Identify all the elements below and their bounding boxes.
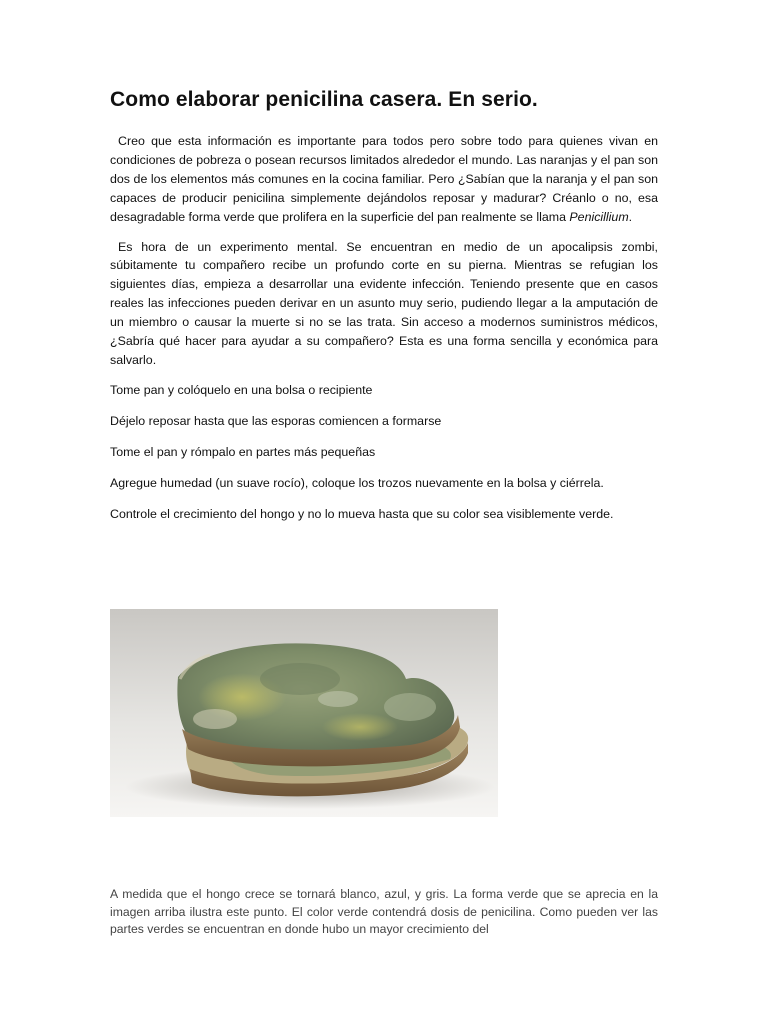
moldy-bread-photo	[110, 609, 498, 817]
step-4: Agregue humedad (un suave rocío), coloque los trozos nuevamente en la bolsa y ciérrela.	[110, 475, 604, 490]
scenario-paragraph: Es hora de un experimento mental. Se encuentran en medio de un apocalipsis zombi, súbitamente tu compañero recibe un profundo corte en su pierna. Mientras se refugian los siguientes días, empieza a desarrollar una evidente infección. Teniendo presente que en casos reales las infecciones pueden derivar en un asunto muy serio, pudiendo llegar a la amputación de un miembro o causar la muerte si no se las trata. Sin acceso a modernos suministros médicos, ¿Sabría qué hacer para ayudar a su compañero? Esta es una forma sencilla y económica para salvarlo.	[110, 239, 658, 367]
document-body	[110, 86, 658, 536]
step-3: Tome el pan y rómpalo en partes más pequeñas	[110, 444, 376, 459]
intro-paragraph-end: .	[628, 209, 633, 224]
document-title: Como elaborar penicilina casera. En serio.	[110, 88, 538, 111]
intro-paragraph	[110, 132, 658, 227]
step-1: Tome pan y colóquelo en una bolsa o recipiente	[110, 382, 373, 397]
bottom-paragraph: A medida que el hongo crece se tornará blanco, azul, y gris. La forma verde que se aprecia en la imagen arriba ilustra este punto. El color verde contendrá dosis de penicilina. Como pueden ver las partes verdes se encuentran en donde hubo un mayor crecimiento del	[110, 887, 658, 936]
step-2: Déjelo reposar hasta que las esporas comiencen a formarse	[110, 413, 442, 428]
intro-paragraph-text: Creo que esta información es importante para todos pero sobre todo para quienes vivan en condiciones de pobreza o posean recursos limitados alrededor el mundo. Las naranjas y el pan son dos de los elementos más comunes en la cocina familiar. Pero ¿Sabían que la naranja y el pan son capaces de producir penicilina simplemente dejándolos reposar y madurar? Créanlo o no, esa desagradable forma verde que prolifera en la superficie del pan realmente se llama	[110, 134, 658, 224]
penicillium-term: Penicillium	[569, 209, 629, 224]
step-5: Controle el crecimiento del hongo y no lo mueva hasta que su color sea visiblemente verde.	[110, 506, 614, 521]
